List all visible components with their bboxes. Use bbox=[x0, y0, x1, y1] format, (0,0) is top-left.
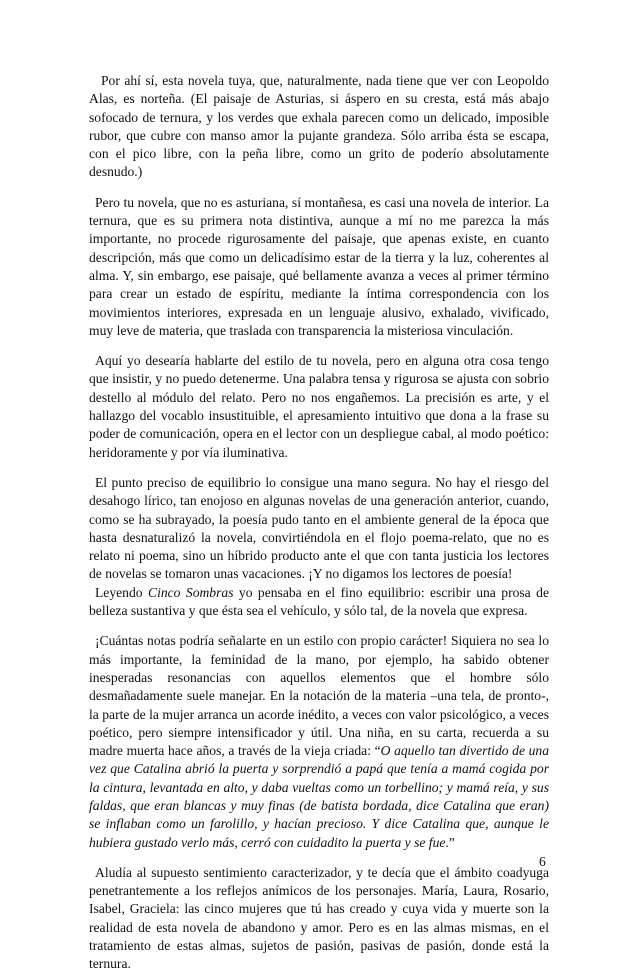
paragraph-5-rest: yo pensaba en el fino equilibrio: escribir una prosa de belleza sustantiva y que ésta sea el vehículo, y sólo tal, de la novela que expresa. bbox=[89, 584, 549, 619]
paragraph-3: Aquí yo desearía hablarte del estilo de tu novela, pero en alguna otra cosa tengo que insistir, y no puedo detenerme. Una palabra tensa y rigurosa se ajusta con sobrio destello al módulo del relato. Pero no nos engañemos. La precisión es arte, y el hallazgo del vocablo insustituible, el apresamiento intuitivo que dona a la frase su poder de comunicación, opera en el lector con un despliegue cabal, al modo poético: heridoramente y por vía iluminativa. bbox=[89, 353, 549, 460]
paragraph-5-lead: Leyendo bbox=[95, 584, 148, 600]
paragraph-6-lead: ¡Cuántas notas podría señalarte en un estilo con propio carácter! Siquiera no sea lo más importante, la feminidad de la mano, por ejemplo, ha sabido obtener inesperadas resonancias con aquellos elementos que el hombre sólo desmañadamente suele manejar. En la notación de la materia –una tela, de pronto-, la parte de la mujer arranca un acorde inédito, a veces con valor psicológico, a veces poético, pero siempre intensificador y útil. Una niña, en su carta, recuerda a su madre muerta hace años, a través de la vieja criada: “ bbox=[89, 633, 549, 759]
paragraph-1: Por ahí sí, esta novela tuya, que, naturalmente, nada tiene que ver con Leopoldo Alas, es norteña. (El paisaje de Asturias, si áspero en su cresta, está más abajo sofocado de ternura, y los verdes que exhala parecen como un delicado, imposible rubor, que cubre con manso amor la pujante grandeza. Sólo arriba ésta se escapa, con el pico libre, con la peña libre, como un grito de poderío absolutamente desnudo.) bbox=[89, 73, 549, 180]
paragraph-5 bbox=[89, 584, 549, 621]
paragraph-4: El punto preciso de equilibrio lo consigue una mano segura. No hay el riesgo del desahogo lírico, tan enojoso en algunas novelas de una generación anterior, cuando, como se ha subrayado, la poesía pudo tanto en el ambiente general de la época que hasta desnaturalizó la novela, convirtiéndola en el flojo poema-relato, que no es relato ni poema, sino un híbrido producto ante el que con tanta justicia los lectores de novelas se tomaron unas vacaciones. ¡Y no digamos los lectores de poesía! bbox=[89, 474, 549, 582]
paragraph-6-close: .” bbox=[445, 834, 455, 850]
paragraph-6 bbox=[89, 632, 549, 852]
book-title: Cinco Sombras bbox=[148, 584, 234, 600]
body-text bbox=[89, 72, 549, 974]
quoted-letter: O aquello tan divertido de una vez que Catalina abrió la puerta y sorprendió a papá que tenía a mamá cogida por la cintura, levantada en alto, y daba vueltas como un torbellino; y mamá reía, y sus faldas, que eran blancas y muy finas (de batista bordada, dice Catalina que eran) se inflaban como un farolillo, y hacían precioso. Y dice Catalina que, aunque le hubiera gustado verlo más, cerró con cuidadito la puerta y se fue bbox=[89, 743, 549, 850]
paragraph-2: Pero tu novela, que no es asturiana, sí montañesa, es casi una novela de interior. La ternura, que es su primera nota distintiva, aunque a mí no me parezca la más importante, no procede rigurosamente del paisaje, que apenas existe, en cuanto descripción, más que como un delicadísimo estar de la tierra y la luz, coherentes al alma. Y, sin embargo, ese paisaje, qué bellamente avanza a veces al primer término para crear un estado de espíritu, mediante la íntima correspondencia con los movimientos interiores, expresada en un lenguaje alusivo, exhalado, vivificado, muy leve de materia, que traslada con transparencia la misteriosa vinculación. bbox=[89, 194, 549, 338]
page-number: 6 bbox=[539, 854, 546, 869]
paragraph-7: Aludía al supuesto sentimiento caracterizador, y te decía que el ámbito coadyuga penetrantemente a los reflejos anímicos de los personajes. María, Laura, Rosario, Isabel, Graciela: las cinco mujeres que tú has creado y cuya vida y muerte son la realidad de esta novela de abandono y amor. Pero es en las almas mismas, en el tratamiento de estas almas, sujetos de pasión, pasivas de pasión, donde está la ternura. bbox=[89, 864, 549, 972]
